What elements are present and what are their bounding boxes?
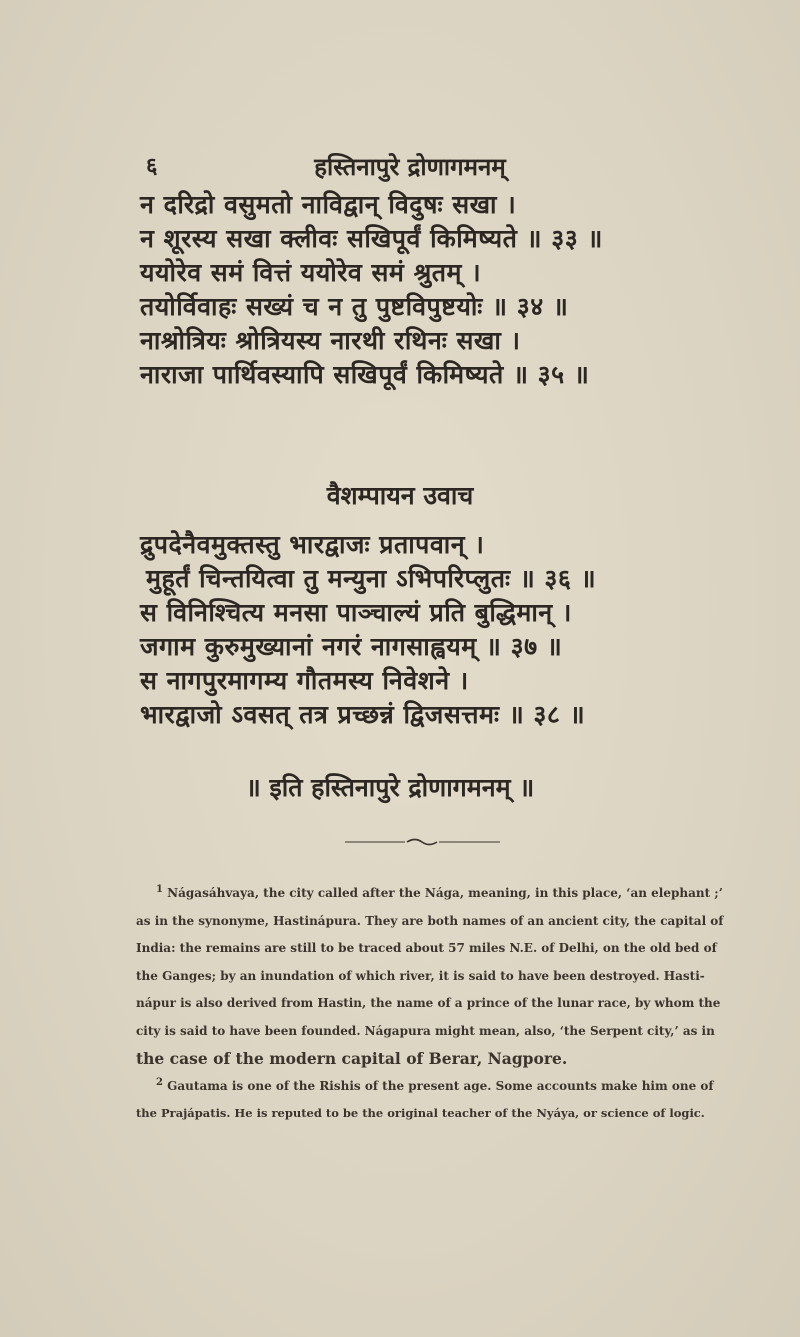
page-number: ६ bbox=[146, 154, 158, 179]
verse-line: मुहूर्तं चिन्तयित्वा तु मन्युना ऽभिपरिप्लुतः ॥ ३६ ॥ bbox=[146, 564, 597, 593]
ornamental-divider bbox=[345, 837, 500, 847]
verse-line: नाश्रोत्रियः श्रोत्रियस्य नारथी रथिनः सखा । bbox=[140, 326, 521, 355]
verse-line: स विनिश्चित्य मनसा पाञ्चाल्यं प्रति बुद्धिमान् । bbox=[140, 598, 572, 627]
verse-block-1 bbox=[140, 188, 700, 392]
verse-line: भारद्वाजो ऽवसत् तत्र प्रच्छन्नं द्विजसत्तमः ॥ ३८ ॥ bbox=[140, 700, 586, 729]
footnote-line bbox=[136, 880, 726, 908]
verse-line: न दरिद्रो वसुमतो नाविद्वान् विदुषः सखा । bbox=[140, 190, 517, 219]
running-title: हस्तिनापुरे द्रोणागमनम् bbox=[314, 153, 506, 181]
footnote-line: the Prajápatis. He is reputed to be the original teacher of the Nyáya, or science of logic. bbox=[136, 1106, 705, 1120]
footnote-line: nápur is also derived from Hastin, the name of a prince of the lunar race, by whom the bbox=[136, 996, 721, 1010]
verse-line: द्रुपदेनैवमुक्तस्तु भारद्वाजः प्रतापवान् । bbox=[140, 530, 485, 559]
verse-line: नाराजा पार्थिवस्यापि सखिपूर्वं किमिष्यते ॥ ३५ ॥ bbox=[140, 360, 590, 389]
verse-line: ययोरेव समं वित्तं ययोरेव समं श्रुतम् । bbox=[140, 258, 482, 287]
footnote-line: as in the synonyme, Hastinápura. They are both names of an ancient city, the capital of bbox=[136, 913, 724, 928]
footnote-line: the Ganges; by an inundation of which river, it is said to have been destroyed. Hasti- bbox=[136, 968, 705, 983]
footnotes bbox=[136, 880, 726, 1128]
footnote-text: Gautama is one of the Rishis of the present age. Some accounts make him one of bbox=[167, 1078, 714, 1093]
footnote-line: city is said to have been founded. Nágapura might mean, also, ‘the Serpent city,’ as in bbox=[136, 1023, 715, 1038]
colophon: ॥ इति हस्तिनापुरे द्रोणागमनम् ॥ bbox=[245, 773, 535, 802]
page-header bbox=[0, 150, 800, 180]
footnote-line: India: the remains are still to be traced about 57 miles N.E. of Delhi, on the old bed of bbox=[136, 941, 717, 955]
verse-line: तयोर्विवाहः सख्यं च न तु पुष्टविपुष्टयोः ॥ ३४ ॥ bbox=[140, 292, 569, 321]
footnote-marker: 1 bbox=[156, 884, 163, 895]
verse-line: स नागपुरमागम्य गौतमस्य निवेशने । bbox=[140, 666, 469, 695]
verse-line: न शूरस्य सखा क्लीवः सखिपूर्वं किमिष्यते ॥ ३३ ॥ bbox=[140, 224, 603, 253]
footnote-line bbox=[136, 1073, 726, 1101]
verse-line: जगाम कुरुमुख्यानां नगरं नागसाह्वयम् ॥ ३७ ॥ bbox=[140, 632, 563, 661]
speaker-heading: वैशम्पायन उवाच bbox=[326, 481, 474, 510]
footnote-text: Nágasáhvaya, the city called after the Nága, meaning, in this place, ‘an elephant ;’ bbox=[167, 886, 723, 900]
footnote-2 bbox=[136, 1073, 726, 1128]
footnote-line: the case of the modern capital of Berar, Nagpore. bbox=[136, 1049, 568, 1068]
footnote-1 bbox=[136, 880, 726, 1073]
verse-block-2 bbox=[140, 528, 700, 732]
footnote-marker: 2 bbox=[156, 1076, 163, 1088]
